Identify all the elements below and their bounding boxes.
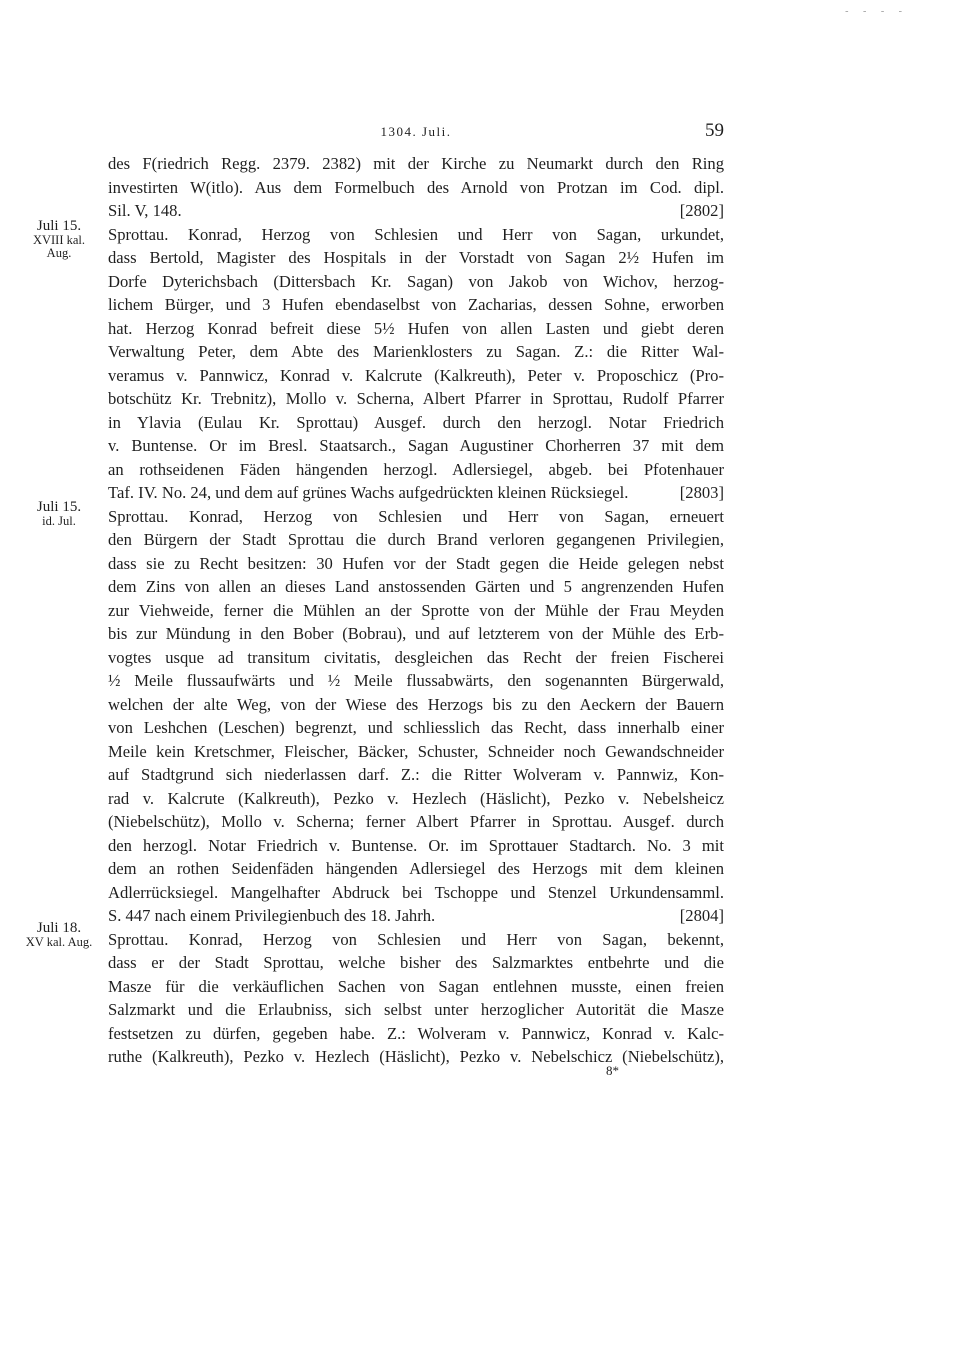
- margin-date: Juli 15.: [36, 499, 82, 515]
- text-line: ½ Meile flussaufwärts und ½ Meile flussabwärts, den sogenannten Bürgerwald,: [108, 671, 724, 690]
- document-number: [2803]: [679, 483, 724, 502]
- text-line: dem an rothen Seidenfäden hängenden Adlersiegel des Herzogs mit dem kleinen: [108, 859, 724, 878]
- text-line: von Leshchen (Leschen) begrenzt, und schliesslich das Recht, dass innerhalb einer: [108, 718, 724, 737]
- main-text: [108, 152, 724, 1069]
- document-number: [2802]: [679, 201, 724, 220]
- text-line: Meile kein Kretschmer, Fleischer, Bäcker, Schuster, Schneider noch Gewandschneider: [108, 741, 724, 761]
- text-line: festsetzen zu dürfen, gegeben habe. Z.: Wolveram v. Pannwicz, Konrad v. Kalc-: [108, 1023, 724, 1043]
- text-line: Sprottau. Konrad, Herzog von Schlesien und Herr von Sagan, urkundet,: [108, 224, 724, 244]
- text-line-end: [108, 199, 724, 223]
- text-line: veramus v. Pannwicz, Konrad v. Kalcrute (Kalkreuth), Peter v. Proposchicz (Pro-: [108, 365, 724, 385]
- running-head: 1304. Juli.: [380, 124, 452, 139]
- text-line: S. 447 nach einem Privilegienbuch des 18. Jahrh.: [108, 906, 436, 925]
- text-line: des F(riedrich Regg. 2379. 2382) mit der Kirche zu Neumarkt durch den Ring: [108, 154, 724, 173]
- signature-mark: 8*: [606, 1063, 619, 1078]
- text-line: Verwaltung Peter, dem Abte des Marienklosters zu Sagan. Z.: die Ritter Wal-: [108, 342, 724, 361]
- text-line: an rothseidenen Fäden hängenden herzogl. Adlersiegel, abgeb. bei Pfotenhauer: [108, 459, 724, 479]
- text-line: Dorfe Dyterichsbach (Dittersbach Kr. Sagan) von Jakob von Wichov, herzog-: [108, 271, 724, 291]
- margin-note-2803: [18, 500, 100, 528]
- margin-roman-date: id. Jul.: [42, 514, 76, 528]
- margin-roman-date: XV kal. Aug.: [25, 935, 93, 949]
- text-line: botschütz Kr. Trebnitz), Mollo v. Scherna, Albert Pfarrer in Sprottau, Rudolf Pfarrer: [108, 389, 724, 408]
- text-line-end: [108, 904, 724, 928]
- text-line: dem Zins von allen an dieses Land anstossenden Gärten und 5 angrenzenden Hufen: [108, 577, 724, 596]
- text-line: Masze für die verkäuflichen Sachen von Sagan entlehnen musste, einen freien: [108, 976, 724, 996]
- text-line: Salzmarkt und die Erlaubniss, sich selbst unter herzoglicher Autorität die Masze: [108, 1000, 724, 1019]
- margin-note-2802: [18, 219, 100, 260]
- text-line: (Niebelschütz), Mollo v. Scherna; ferner Albert Pfarrer in Sprottau. Ausgef. durch: [108, 812, 724, 831]
- text-line: dass Bertold, Magister des Hospitals in der Vorstadt von Sagan 2½ Hufen im: [108, 248, 724, 267]
- text-line: Sil. V, 148.: [108, 201, 182, 220]
- text-line: vogtes usque ad transitum civitatis, desgleichen das Recht der freien Fischerei: [108, 647, 724, 667]
- text-line: in Ylavia (Eulau Kr. Sprottau) Ausgef. durch den herzogl. Notar Friedrich: [108, 412, 724, 432]
- text-line: Adlerrücksiegel. Mangelhafter Abdruck bei Tschoppe und Stenzel Urkundensamml.: [108, 882, 724, 902]
- margin-note-2804: [18, 921, 100, 949]
- text-line: zur Viehweide, ferner die Mühlen an der Sprotte von der Mühle der Frau Meyden: [108, 600, 724, 620]
- text-line: den herzogl. Notar Friedrich v. Buntense. Or. im Sprottauer Stadtarch. No. 3 mit: [108, 835, 724, 855]
- text-line: ruthe (Kalkreuth), Pezko v. Hezlech (Häslicht), Pezko v. Nebelschicz (Niebelschütz),: [108, 1047, 724, 1066]
- edge-mark: - - - -: [845, 6, 908, 17]
- text-line: dass er der Stadt Sprottau, welche bisher des Salzmarktes entbehrte und die: [108, 953, 724, 972]
- text-line: bis zur Mündung in den Bober (Bobrau), und auf letzterem von der Mühle des Erb-: [108, 624, 724, 643]
- text-line: Sprottau. Konrad, Herzog von Schlesien und Herr von Sagan, bekennt,: [108, 929, 724, 949]
- text-line: welchen der alte Weg, von der Wiese des Herzogs bis zu den Aeckern der Bauern: [108, 694, 724, 714]
- text-line: den Bürgern der Stadt Sprottau die durch Brand verloren gegangenen Privilegien,: [108, 530, 724, 549]
- margin-date: Juli 15.: [36, 218, 82, 234]
- document-number: [2804]: [679, 906, 724, 925]
- text-line: hat. Herzog Konrad befreit diese 5½ Hufen von allen Lasten und giebt deren: [108, 318, 724, 338]
- margin-date: Juli 18.: [36, 920, 82, 936]
- text-line: rad v. Kalcrute (Kalkreuth), Pezko v. Hezlech (Häslicht), Pezko v. Nebelsheicz: [108, 788, 724, 808]
- text-line: Sprottau. Konrad, Herzog von Schlesien und Herr von Sagan, erneuert: [108, 506, 724, 526]
- text-line: dass sie zu Recht besitzen: 30 Hufen vor der Stadt gegen die Heide gelegen nebst: [108, 553, 724, 573]
- text-line: auf Stadtgrund sich niederlassen darf. Z.: die Ritter Wolveram v. Pannwiz, Kon-: [108, 765, 724, 784]
- text-line: lichem Bürger, und 3 Hufen ebendaselbst von Zacharias, dessen Sohne, erworben: [108, 295, 724, 314]
- page-header: [108, 120, 724, 146]
- margin-roman-date-cont: Aug.: [46, 246, 72, 260]
- text-line-end: [108, 481, 724, 505]
- text-line: Taf. IV. No. 24, und dem auf grünes Wachs aufgedrückten kleinen Rücksiegel.: [108, 483, 629, 502]
- text-line: v. Buntense. Or im Bresl. Staatsarch., Sagan Augustiner Chorherren 37 mit dem: [108, 436, 724, 455]
- page-number: 59: [705, 120, 724, 141]
- text-line: investirten W(itlo). Aus dem Formelbuch des Arnold von Protzan im Cod. dipl.: [108, 177, 724, 197]
- margin-roman-date: XVIII kal.: [32, 233, 86, 247]
